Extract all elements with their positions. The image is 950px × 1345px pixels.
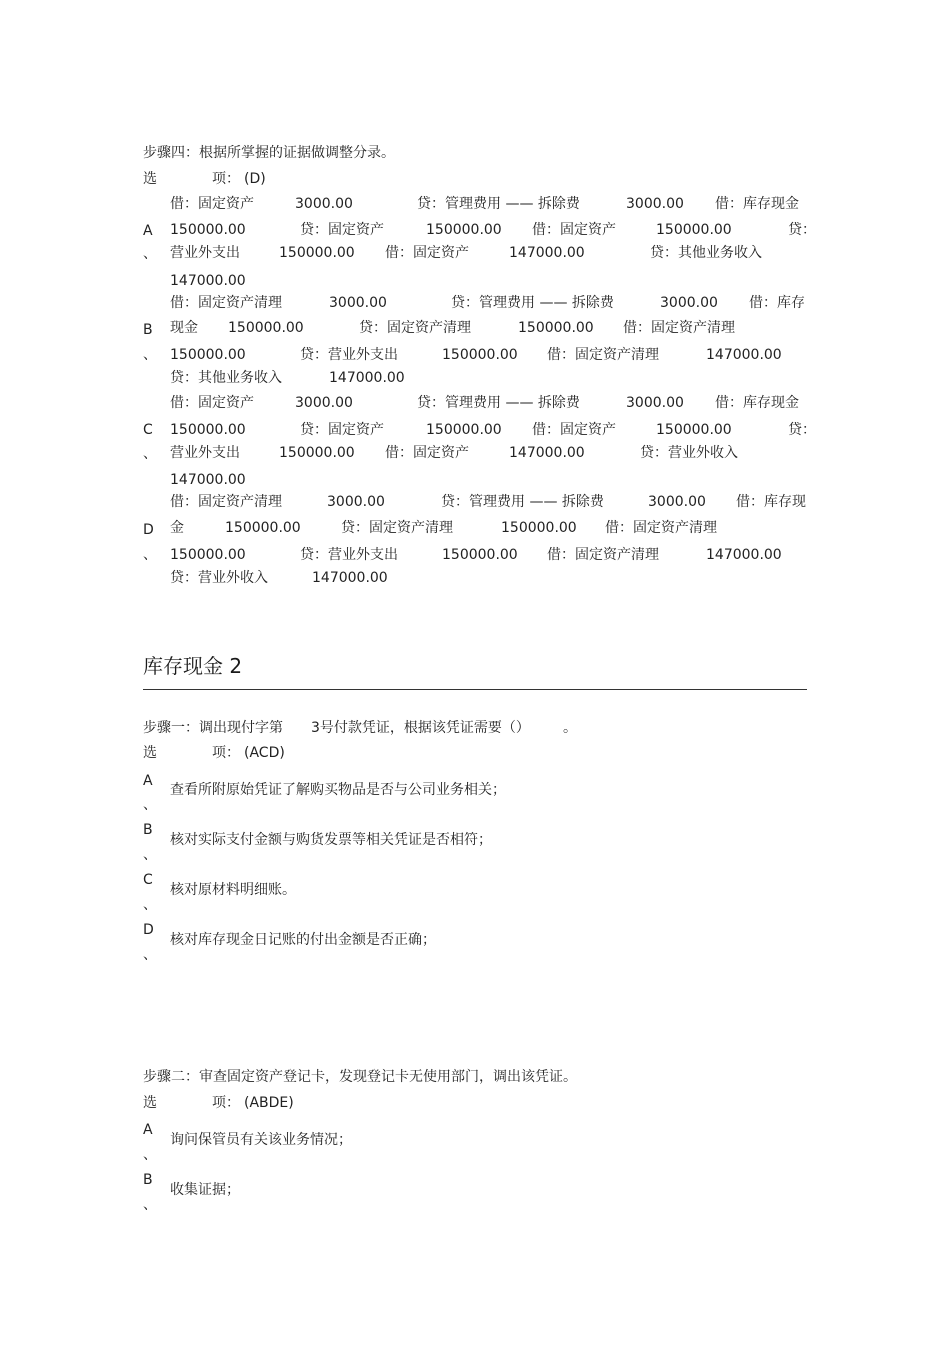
option-mark: 、: [143, 547, 157, 563]
select-label: 项：: [212, 171, 240, 187]
entry-amount: 3000.00: [295, 196, 353, 212]
entry-text: 营业外支出: [170, 445, 240, 461]
entry-amount: 150000.00: [442, 547, 518, 563]
entry-amount: 147000.00: [706, 547, 782, 563]
entry-text: 借：库存现: [736, 494, 806, 510]
option-mark: 、: [143, 246, 157, 262]
answer: (D): [244, 171, 266, 187]
entry-amount: 147000.00: [509, 445, 585, 461]
option-letter: B: [143, 322, 153, 338]
select-label: 项：: [212, 745, 240, 761]
entry-text: 借：库存: [749, 295, 805, 311]
entry-text: 借：固定资产清理: [170, 494, 282, 510]
entry-text: 贷：管理费用 —— 拆除费: [417, 395, 580, 411]
step-four-heading: 步骤四：根据所掌握的证据做调整分录。: [143, 145, 395, 161]
entry-text: 金: [170, 520, 184, 536]
entry-amount: 150000.00: [442, 347, 518, 363]
entry-text: 贷：: [788, 222, 816, 238]
option-text: 核对原材料明细账。: [170, 882, 296, 898]
entry-text: 现金: [170, 320, 198, 336]
entry-amount: 150000.00: [426, 422, 502, 438]
option-letter: B: [143, 822, 153, 838]
answer: (ACD): [244, 745, 285, 761]
option-letter: A: [143, 773, 153, 789]
entry-amount: 3000.00: [327, 494, 385, 510]
entry-amount: 150000.00: [170, 347, 246, 363]
entry-amount: 147000.00: [706, 347, 782, 363]
entry-text: 贷：营业外支出: [300, 547, 398, 563]
entry-amount: 150000.00: [170, 547, 246, 563]
entry-text: 贷：营业外收入: [640, 445, 738, 461]
entry-amount: 150000.00: [170, 222, 246, 238]
entry-text: 贷：管理费用 —— 拆除费: [451, 295, 614, 311]
entry-amount: 3000.00: [660, 295, 718, 311]
entry-amount: 147000.00: [312, 570, 388, 586]
entry-text: 借：固定资产: [385, 445, 469, 461]
option-letter: A: [143, 223, 153, 239]
entry-text: 贷：固定资产: [300, 422, 384, 438]
step-two-heading: 步骤二：审查固定资产登记卡，发现登记卡无使用部门，调出该凭证。: [143, 1069, 577, 1085]
option-mark: 、: [143, 947, 157, 963]
entry-text: 贷：: [788, 422, 816, 438]
entry-text: 贷：其他业务收入: [650, 245, 762, 261]
entry-text: 借：库存现金: [715, 395, 799, 411]
option-text: 核对实际支付金额与购货发票等相关凭证是否相符；: [170, 832, 492, 848]
entry-amount: 150000.00: [225, 520, 301, 536]
entry-text: 营业外支出: [170, 245, 240, 261]
entry-text: 借：固定资产: [170, 196, 254, 212]
option-mark: 、: [143, 446, 157, 462]
entry-amount: 150000.00: [426, 222, 502, 238]
option-mark: 、: [143, 897, 157, 913]
entry-amount: 147000.00: [329, 370, 405, 386]
entry-text: 借：固定资产: [532, 422, 616, 438]
step-one-text: 3号付款凭证，根据该凭证需要（）: [311, 720, 530, 736]
entry-amount: 3000.00: [329, 295, 387, 311]
entry-amount: 150000.00: [656, 222, 732, 238]
entry-text: 贷：营业外收入: [170, 570, 268, 586]
entry-amount: 150000.00: [518, 320, 594, 336]
entry-text: 借：固定资产清理: [605, 520, 717, 536]
entry-text: 借：固定资产清理: [547, 547, 659, 563]
entry-text: 借：固定资产: [385, 245, 469, 261]
entry-text: 贷：营业外支出: [300, 347, 398, 363]
entry-text: 借：固定资产清理: [623, 320, 735, 336]
option-mark: 、: [143, 1197, 157, 1213]
option-mark: 、: [143, 797, 157, 813]
entry-amount: 147000.00: [509, 245, 585, 261]
entry-text: 贷：固定资产: [300, 222, 384, 238]
option-mark: 、: [143, 347, 157, 363]
entry-amount: 147000.00: [170, 472, 246, 488]
select-label: 项：: [212, 1095, 240, 1111]
entry-text: 贷：管理费用 —— 拆除费: [417, 196, 580, 212]
option-text: 询问保管员有关该业务情况；: [170, 1132, 352, 1148]
option-letter: B: [143, 1172, 153, 1188]
option-mark: 、: [143, 847, 157, 863]
step-one-text: 步骤一：调出现付字第: [143, 720, 283, 736]
select-prefix: 选: [143, 1095, 157, 1111]
entry-amount: 150000.00: [170, 422, 246, 438]
option-letter: D: [143, 522, 154, 538]
option-letter: C: [143, 872, 153, 888]
entry-text: 借：库存现金: [715, 196, 799, 212]
entry-text: 借：固定资产: [532, 222, 616, 238]
option-text: 查看所附原始凭证了解购买物品是否与公司业务相关；: [170, 782, 506, 798]
option-letter: C: [143, 422, 153, 438]
option-mark: 、: [143, 1147, 157, 1163]
entry-amount: 3000.00: [626, 395, 684, 411]
entry-text: 贷：固定资产清理: [341, 520, 453, 536]
answer: (ABDE): [244, 1095, 294, 1111]
select-prefix: 选: [143, 171, 157, 187]
step-one-text: 。: [563, 720, 577, 736]
entry-amount: 150000.00: [656, 422, 732, 438]
entry-amount: 150000.00: [279, 245, 355, 261]
select-prefix: 选: [143, 745, 157, 761]
entry-amount: 3000.00: [626, 196, 684, 212]
entry-amount: 3000.00: [295, 395, 353, 411]
option-letter: A: [143, 1122, 153, 1138]
option-letter: D: [143, 922, 154, 938]
entry-amount: 150000.00: [501, 520, 577, 536]
entry-text: 贷：固定资产清理: [359, 320, 471, 336]
section-heading: 库存现金 2: [143, 654, 243, 678]
entry-amount: 147000.00: [170, 273, 246, 289]
entry-text: 借：固定资产: [170, 395, 254, 411]
entry-text: 贷：管理费用 —— 拆除费: [441, 494, 604, 510]
entry-amount: 3000.00: [648, 494, 706, 510]
option-text: 收集证据；: [170, 1182, 240, 1198]
entry-amount: 150000.00: [228, 320, 304, 336]
heading-divider: [143, 689, 807, 690]
entry-text: 贷：其他业务收入: [170, 370, 282, 386]
entry-amount: 150000.00: [279, 445, 355, 461]
entry-text: 借：固定资产清理: [547, 347, 659, 363]
option-text: 核对库存现金日记账的付出金额是否正确；: [170, 932, 436, 948]
entry-text: 借：固定资产清理: [170, 295, 282, 311]
